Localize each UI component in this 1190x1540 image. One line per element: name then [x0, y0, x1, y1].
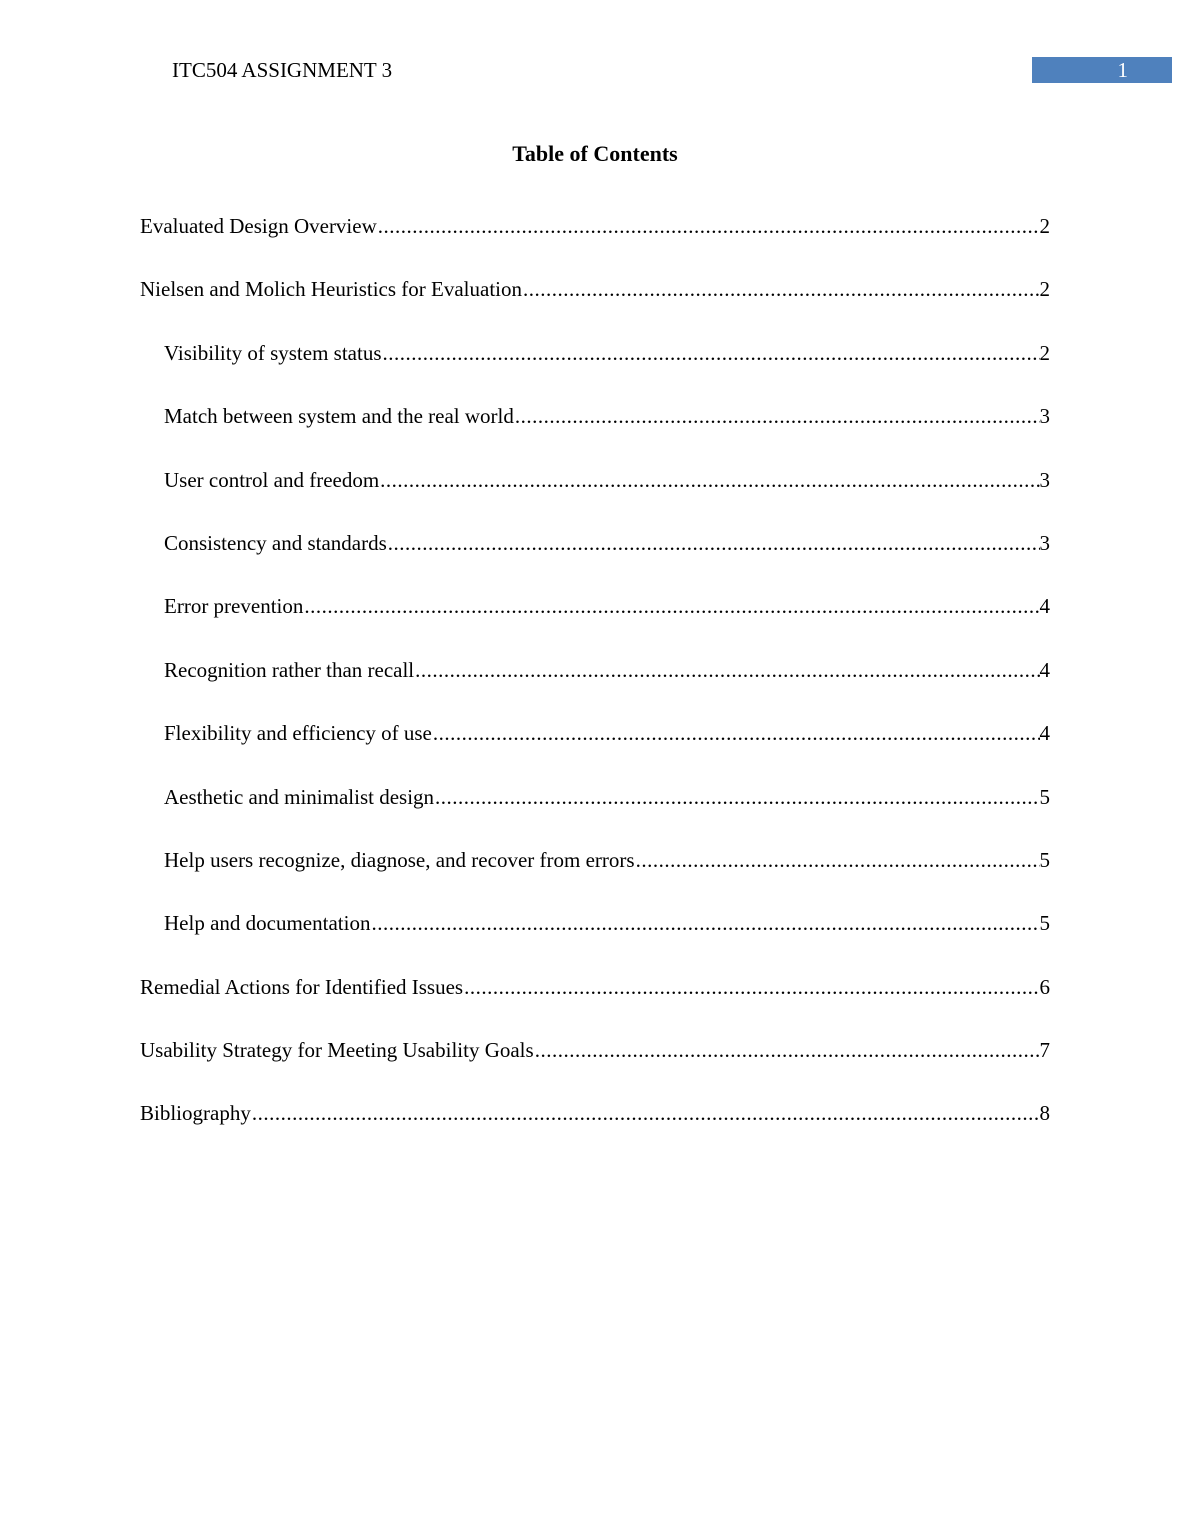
toc-entry-page-number: 2	[1039, 277, 1050, 302]
toc-entry[interactable]	[140, 782, 1050, 845]
toc-entry[interactable]	[140, 1035, 1050, 1098]
toc-dot-leader	[434, 782, 1039, 812]
toc-entry[interactable]	[140, 338, 1050, 401]
toc-entry-page-number: 7	[1039, 1038, 1050, 1063]
toc-entry-label: Visibility of system status	[164, 340, 382, 365]
toc-entry[interactable]	[140, 401, 1050, 464]
toc-dot-leader	[414, 655, 1039, 685]
toc-entry-label: Evaluated Design Overview	[140, 214, 377, 238]
toc-entry[interactable]	[140, 845, 1050, 908]
toc-entry-page-number: 6	[1039, 974, 1050, 999]
toc-entry-page-number: 4	[1039, 594, 1050, 619]
toc-dot-leader	[463, 972, 1039, 1002]
toc-dot-leader	[534, 1035, 1040, 1065]
toc-entry[interactable]	[140, 1098, 1050, 1161]
toc-entry-label: Match between system and the real world	[164, 404, 514, 429]
toc-entry-label: Recognition rather than recall	[164, 657, 415, 682]
toc-entry[interactable]	[140, 211, 1050, 274]
toc-dot-leader	[251, 1098, 1040, 1128]
toc-entry-label: Consistency and standards	[164, 530, 387, 555]
toc-entry-page-number: 2	[1039, 340, 1050, 365]
header-title: ITC504 ASSIGNMENT 3	[172, 58, 393, 82]
toc-entry-page-number: 3	[1039, 467, 1050, 492]
toc-dot-leader	[303, 591, 1039, 621]
toc-entry-label: Bibliography	[140, 1101, 251, 1126]
toc-entry[interactable]	[140, 655, 1050, 718]
toc-dot-leader	[432, 718, 1040, 748]
toc-entry-label: Aesthetic and minimalist design	[164, 784, 435, 809]
toc-entry[interactable]	[140, 274, 1050, 337]
toc-entry-page-number: 5	[1039, 847, 1050, 872]
toc-entry-label: Nielsen and Molich Heuristics for Evaluation	[140, 277, 522, 302]
toc-entry-page-number: 8	[1039, 1101, 1050, 1126]
toc-entry-label: Help users recognize, diagnose, and recover from errors	[164, 847, 635, 872]
toc-entry-page-number: 3	[1039, 404, 1050, 429]
toc-entry-label: Error prevention	[164, 594, 304, 619]
toc-entry[interactable]	[140, 465, 1050, 528]
toc-entry-page-number: 4	[1039, 721, 1050, 746]
toc-entry[interactable]	[140, 908, 1050, 971]
toc-entry-page-number: 4	[1039, 657, 1050, 682]
toc-entry-label: Remedial Actions for Identified Issues	[140, 974, 464, 999]
toc-entry[interactable]	[140, 718, 1050, 781]
toc-entry-page-number: 3	[1039, 530, 1050, 555]
toc-entry[interactable]	[140, 528, 1050, 591]
toc-heading: Table of Contents	[512, 141, 678, 166]
toc-entry[interactable]	[140, 972, 1050, 1035]
toc-entry-page-number: 5	[1039, 911, 1050, 936]
toc-dot-leader	[377, 211, 1040, 241]
toc-dot-leader	[522, 274, 1040, 304]
page-number-badge: 1	[1032, 57, 1172, 83]
toc-dot-leader	[382, 338, 1040, 368]
toc-list	[140, 211, 1050, 1162]
toc-entry-label: User control and freedom	[164, 467, 380, 492]
toc-entry-label: Flexibility and efficiency of use	[164, 721, 432, 746]
toc-dot-leader	[379, 465, 1039, 495]
toc-dot-leader	[514, 401, 1040, 431]
toc-dot-leader	[387, 528, 1040, 558]
toc-entry[interactable]	[140, 591, 1050, 654]
toc-entry-page-number: 5	[1039, 784, 1050, 809]
toc-entry-label: Usability Strategy for Meeting Usability Goals	[140, 1038, 534, 1063]
toc-entry-label: Help and documentation	[164, 911, 371, 936]
toc-entry-page-number: 2	[1039, 214, 1050, 238]
toc-dot-leader	[370, 908, 1039, 938]
toc-dot-leader	[635, 845, 1040, 875]
